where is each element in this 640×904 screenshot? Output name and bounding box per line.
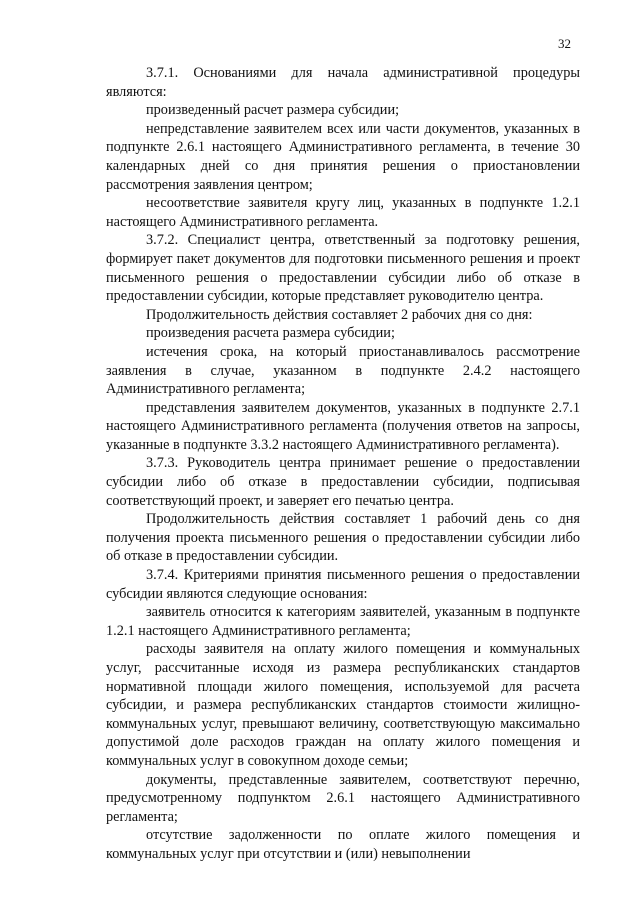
paragraph: непредставление заявителем всех или части документов, указанных в подпункте 2.6.1 настоящего Административного регламента, в течение 30 календарных дней со дня принятия решения о приостановлении рассмотрения заявления центром; bbox=[106, 120, 580, 193]
paragraph: Продолжительность действия составляет 2 рабочих дня со дня: bbox=[146, 306, 533, 323]
paragraph: Продолжительность действия составляет 1 рабочий день со дня получения проекта письменного решения о предоставлении субсидии либо об отказе в предоставлении субсидии. bbox=[106, 511, 580, 565]
paragraph: произведения расчета размера субсидии; bbox=[146, 325, 395, 342]
document-body bbox=[106, 64, 580, 864]
paragraph: несоответствие заявителя кругу лиц, указанных в подпункте 1.2.1 настоящего Административного регламента. bbox=[106, 195, 580, 230]
paragraph-3-7-3: 3.7.3. Руководитель центра принимает решение о предоставлении субсидии либо об отказе в предоставлении субсидии, подписывая соответствующий проект, и заверяет его печатью центра. bbox=[106, 455, 580, 509]
paragraph-3-7-2: 3.7.2. Специалист центра, ответственный за подготовку решения, формирует пакет документов для подготовки письменного решения и проект письменного решения о предоставлении субсидии либо об отказе в предоставлении субсидии, которые представляет руководителю центра. bbox=[106, 232, 580, 305]
paragraph: заявитель относится к категориям заявителей, указанным в подпункте 1.2.1 настоящего Административного регламента; bbox=[106, 604, 580, 639]
paragraph-3-7-4: 3.7.4. Критериями принятия письменного решения о предоставлении субсидии являются следующие основания: bbox=[106, 567, 580, 602]
page-number: 32 bbox=[558, 36, 571, 51]
paragraph: произведенный расчет размера субсидии; bbox=[146, 102, 400, 119]
paragraph: представления заявителем документов, указанных в подпункте 2.7.1 настоящего Административного регламента (получения ответов на запросы, указанные в подпункте 3.3.2 настоящего Административного регламента). bbox=[106, 399, 580, 453]
paragraph: расходы заявителя на оплату жилого помещения и коммунальных услуг, рассчитанные исходя из размера республиканских стандартов нормативной площади жилого помещения, используемой для расчета субсидии, и размера республиканских стандартов стоимости жилищно-коммунальных услуг, превышают величину, соответствующую максимально допустимой доле расходов граждан на оплату жилого помещения и коммунальных услуг в совокупном доходе семьи; bbox=[106, 641, 580, 769]
paragraph: истечения срока, на который приостанавливалось рассмотрение заявления в случае, указанном в подпункте 2.4.2 настоящего Административного регламента; bbox=[106, 343, 580, 398]
paragraph-3-7-1: 3.7.1. Основаниями для начала административной процедуры являются: bbox=[106, 65, 580, 100]
paragraph: документы, представленные заявителем, соответствуют перечню, предусмотренному подпунктом 2.6.1 настоящего Административного регламента; bbox=[106, 771, 580, 825]
paragraph: отсутствие задолженности по оплате жилого помещения и коммунальных услуг при отсутствии и (или) невыполнении bbox=[106, 827, 580, 862]
